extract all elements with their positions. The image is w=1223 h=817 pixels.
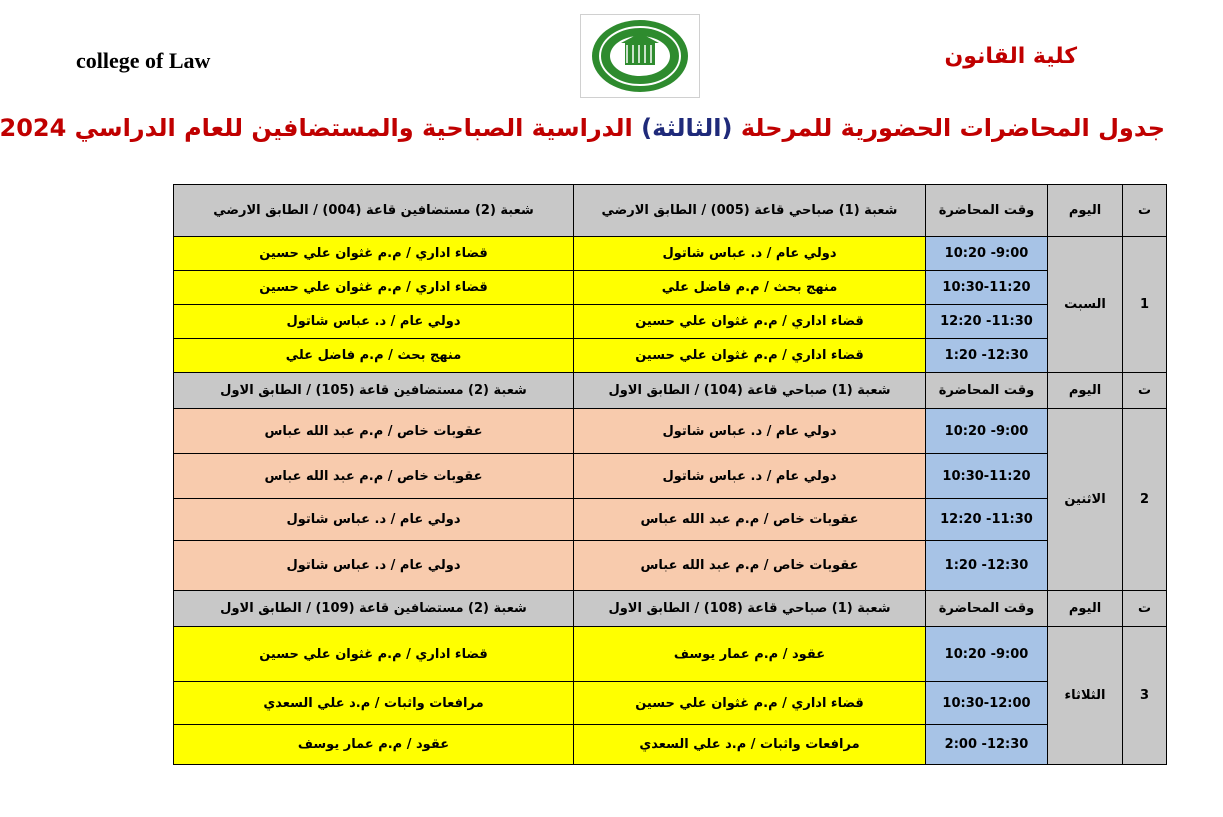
table-row — [174, 725, 1167, 765]
time-slot: 11:30- 12:20 — [926, 305, 1048, 339]
section-1-lecture: قضاء اداري / م.م غثوان علي حسين — [574, 339, 926, 373]
section-1-lecture: عقوبات خاص / م.م عبد الله عباس — [574, 541, 926, 591]
header-day: اليوم — [1048, 185, 1123, 237]
time-slot: 12:30- 1:20 — [926, 339, 1048, 373]
time-slot: 10:30-11:20 — [926, 454, 1048, 499]
section-1-lecture: دولي عام / د. عباس شاتول — [574, 409, 926, 454]
section-1-lecture: دولي عام / د. عباس شاتول — [574, 454, 926, 499]
day-header-row — [174, 373, 1167, 409]
title-part-1: جدول المحاضرات الحضورية للمرحلة — [732, 114, 1165, 142]
day-number: 2 — [1123, 409, 1167, 591]
header-day: اليوم — [1048, 373, 1123, 409]
section-2-lecture: مرافعات واثبات / م.د علي السعدي — [174, 682, 574, 725]
section-2-lecture: دولي عام / د. عباس شاتول — [174, 305, 574, 339]
header-time: وقت المحاضرة — [926, 185, 1048, 237]
table-row — [174, 682, 1167, 725]
section-2-lecture: عقوبات خاص / م.م عبد الله عباس — [174, 409, 574, 454]
header-section-1: شعبة (1) صباحي قاعة (108) / الطابق الاول — [574, 591, 926, 627]
day-number: 1 — [1123, 237, 1167, 373]
schedule-table — [173, 184, 1167, 765]
day-name: الثلاثاء — [1048, 627, 1123, 765]
header-section-1: شعبة (1) صباحي قاعة (005) / الطابق الارضي — [574, 185, 926, 237]
table-row — [174, 339, 1167, 373]
day-number: 3 — [1123, 627, 1167, 765]
table-row — [174, 454, 1167, 499]
header-num: ت — [1123, 185, 1167, 237]
section-2-lecture: قضاء اداري / م.م غثوان علي حسين — [174, 237, 574, 271]
header-section-2: شعبة (2) مستضافين قاعة (109) / الطابق الاول — [174, 591, 574, 627]
section-2-lecture: عقوبات خاص / م.م عبد الله عباس — [174, 454, 574, 499]
college-name-en: college of Law — [76, 48, 211, 73]
section-1-lecture: قضاء اداري / م.م غثوان علي حسين — [574, 682, 926, 725]
day-header-row — [174, 591, 1167, 627]
section-2-lecture: قضاء اداري / م.م غثوان علي حسين — [174, 271, 574, 305]
section-1-lecture: مرافعات واثبات / م.د علي السعدي — [574, 725, 926, 765]
college-name-ar: كلية القانون — [944, 44, 1077, 69]
section-1-lecture: عقود / م.م عمار يوسف — [574, 627, 926, 682]
time-slot: 9:00- 10:20 — [926, 627, 1048, 682]
header-num: ت — [1123, 591, 1167, 627]
time-slot: 9:00- 10:20 — [926, 237, 1048, 271]
section-1-lecture: منهج بحث / م.م فاضل علي — [574, 271, 926, 305]
time-slot: 10:30-11:20 — [926, 271, 1048, 305]
section-2-lecture: منهج بحث / م.م فاضل علي — [174, 339, 574, 373]
time-slot: 9:00- 10:20 — [926, 409, 1048, 454]
section-1-lecture: دولي عام / د. عباس شاتول — [574, 237, 926, 271]
title-stage: (الثالثة) — [641, 114, 733, 142]
table-row — [174, 305, 1167, 339]
table-row — [174, 499, 1167, 541]
table-row — [174, 237, 1167, 271]
section-2-lecture: دولي عام / د. عباس شاتول — [174, 499, 574, 541]
header-section-2: شعبة (2) مستضافين قاعة (004) / الطابق الارضي — [174, 185, 574, 237]
title-part-2: الدراسية الصباحية والمستضافين للعام الدراسي 2024 — [0, 114, 633, 142]
time-slot: 11:30- 12:20 — [926, 499, 1048, 541]
header-day: اليوم — [1048, 591, 1123, 627]
table-row — [174, 627, 1167, 682]
section-2-lecture: عقود / م.م عمار يوسف — [174, 725, 574, 765]
header-time: وقت المحاضرة — [926, 373, 1048, 409]
table-row — [174, 409, 1167, 454]
day-name: السبت — [1048, 237, 1123, 373]
section-2-lecture: دولي عام / د. عباس شاتول — [174, 541, 574, 591]
time-slot: 10:30-12:00 — [926, 682, 1048, 725]
header-time: وقت المحاضرة — [926, 591, 1048, 627]
day-header-row — [174, 185, 1167, 237]
header-section-2: شعبة (2) مستضافين قاعة (105) / الطابق الاول — [174, 373, 574, 409]
section-1-lecture: قضاء اداري / م.م غثوان علي حسين — [574, 305, 926, 339]
section-2-lecture: قضاء اداري / م.م غثوان علي حسين — [174, 627, 574, 682]
table-row — [174, 271, 1167, 305]
page-title — [0, 114, 1165, 142]
table-row — [174, 541, 1167, 591]
time-slot: 12:30- 1:20 — [926, 541, 1048, 591]
time-slot: 12:30- 2:00 — [926, 725, 1048, 765]
university-seal-icon — [580, 14, 700, 98]
day-name: الاثنين — [1048, 409, 1123, 591]
section-1-lecture: عقوبات خاص / م.م عبد الله عباس — [574, 499, 926, 541]
header-section-1: شعبة (1) صباحي قاعة (104) / الطابق الاول — [574, 373, 926, 409]
header-num: ت — [1123, 373, 1167, 409]
